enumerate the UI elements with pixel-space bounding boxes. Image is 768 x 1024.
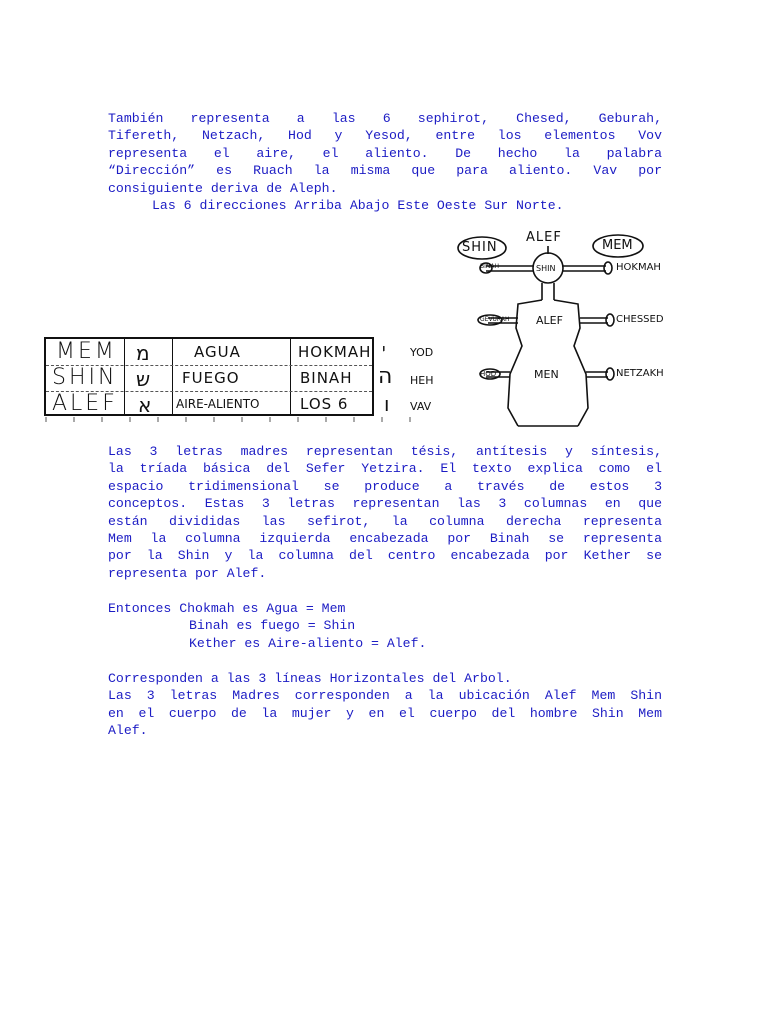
text-line: representa por Alef. — [108, 565, 267, 581]
text-line: Kether es Aire-aliento = Alef. — [189, 635, 427, 651]
table-cell-sephirah: LOS 6 — [300, 395, 349, 413]
text-line: Alef. — [108, 723, 148, 739]
side-label-yod: YOD — [410, 346, 434, 359]
hebrew-shin-glyph: ש — [136, 367, 151, 391]
text-line: espacio tridimensional se produce a través de estos 3 — [108, 478, 662, 494]
table-cell-letter: MEM — [56, 339, 117, 364]
text-line: consiguiente deriva de Aleph. — [108, 180, 338, 196]
text-line: Las 3 letras Madres corresponden a la ubicación Alef Mem Shin — [108, 688, 662, 704]
figure-body-outline — [456, 228, 676, 428]
hebrew-vav-glyph: ו — [384, 392, 390, 416]
table-cell-sephirah: BINAH — [300, 369, 353, 387]
text-line: Binah es fuego = Shin — [189, 618, 356, 634]
figure-left-label: HOD — [480, 370, 497, 378]
paragraph-mother-letters — [108, 443, 662, 582]
hebrew-alef-glyph: א — [138, 393, 152, 417]
hebrew-yod-glyph: י — [382, 340, 386, 359]
table-cell-element: AIRE-ALIENTO — [176, 397, 260, 411]
figure-torso-label: ALEF — [536, 314, 563, 327]
figure-left-label: GEVURAH — [480, 316, 510, 323]
text-line: por la Shin y la columna del centro encabezada por Kether se — [108, 548, 662, 564]
hebrew-heh-glyph: ה — [378, 364, 393, 389]
text-line: conceptos. Estas 3 letras representan las 3 columnas en que — [108, 496, 662, 512]
side-label-heh: HEH — [410, 374, 434, 387]
figure-label-alef: ALEF — [526, 230, 562, 245]
table-tick-marks — [44, 417, 414, 423]
figure-label-mem: MEM — [602, 238, 633, 253]
figure-head-label: SHIN — [536, 264, 556, 273]
side-label-vav: VAV — [410, 400, 432, 413]
mother-letters-table — [44, 337, 374, 416]
text-line: “Dirección” es Ruach la misma que para aliento. Vav por — [108, 163, 662, 179]
paragraph-horizontal-lines — [108, 670, 662, 740]
figure-left-label: BINAH — [480, 263, 499, 270]
text-line: Tifereth, Netzach, Hod y Yesod, entre los elementos Vov — [108, 128, 662, 144]
figure-lower-label: MEN — [534, 368, 559, 381]
figure-right-label: CHESSED — [616, 314, 664, 325]
text-line: están divididas las sefirot, la columna derecha representa — [108, 513, 662, 529]
hebrew-mem-glyph: מ — [136, 341, 150, 365]
table-cell-element: AGUA — [194, 343, 241, 361]
figure-right-label: HOKMAH — [616, 262, 661, 273]
paragraph-sephirot — [108, 110, 662, 214]
text-line: Mem la columna izquierda encabezada por Binah se representa — [108, 531, 662, 547]
body-figure-diagram — [456, 228, 676, 428]
text-line: Entonces Chokmah es Agua = Mem — [108, 601, 346, 616]
text-line: También representa a las 6 sephirot, Chesed, Geburah, — [108, 111, 662, 126]
table-cell-letter: SHIN — [52, 365, 118, 390]
figure-right-label: NETZAKH — [616, 368, 664, 379]
text-line: en el cuerpo de la mujer y en el cuerpo del hombre Shin Mem — [108, 705, 662, 721]
text-line: Las 6 direcciones Arriba Abajo Este Oeste Sur Norte. — [152, 198, 564, 214]
table-cell-element: FUEGO — [182, 369, 240, 387]
text-line: la tríada básica del Sefer Yetzira. El texto explica como el — [108, 461, 662, 477]
table-cell-sephirah: HOKMAH — [298, 343, 372, 361]
text-line: Las 3 letras madres representan tésis, antítesis y síntesis, — [108, 444, 662, 459]
text-line: representa el aire, el aliento. De hecho la palabra — [108, 145, 662, 161]
table-cell-letter: ALEF — [52, 391, 118, 416]
figure-label-shin: SHIN — [462, 240, 498, 255]
text-line: Corresponden a las 3 líneas Horizontales del Arbol. — [108, 671, 512, 686]
paragraph-equivalences — [108, 600, 662, 652]
